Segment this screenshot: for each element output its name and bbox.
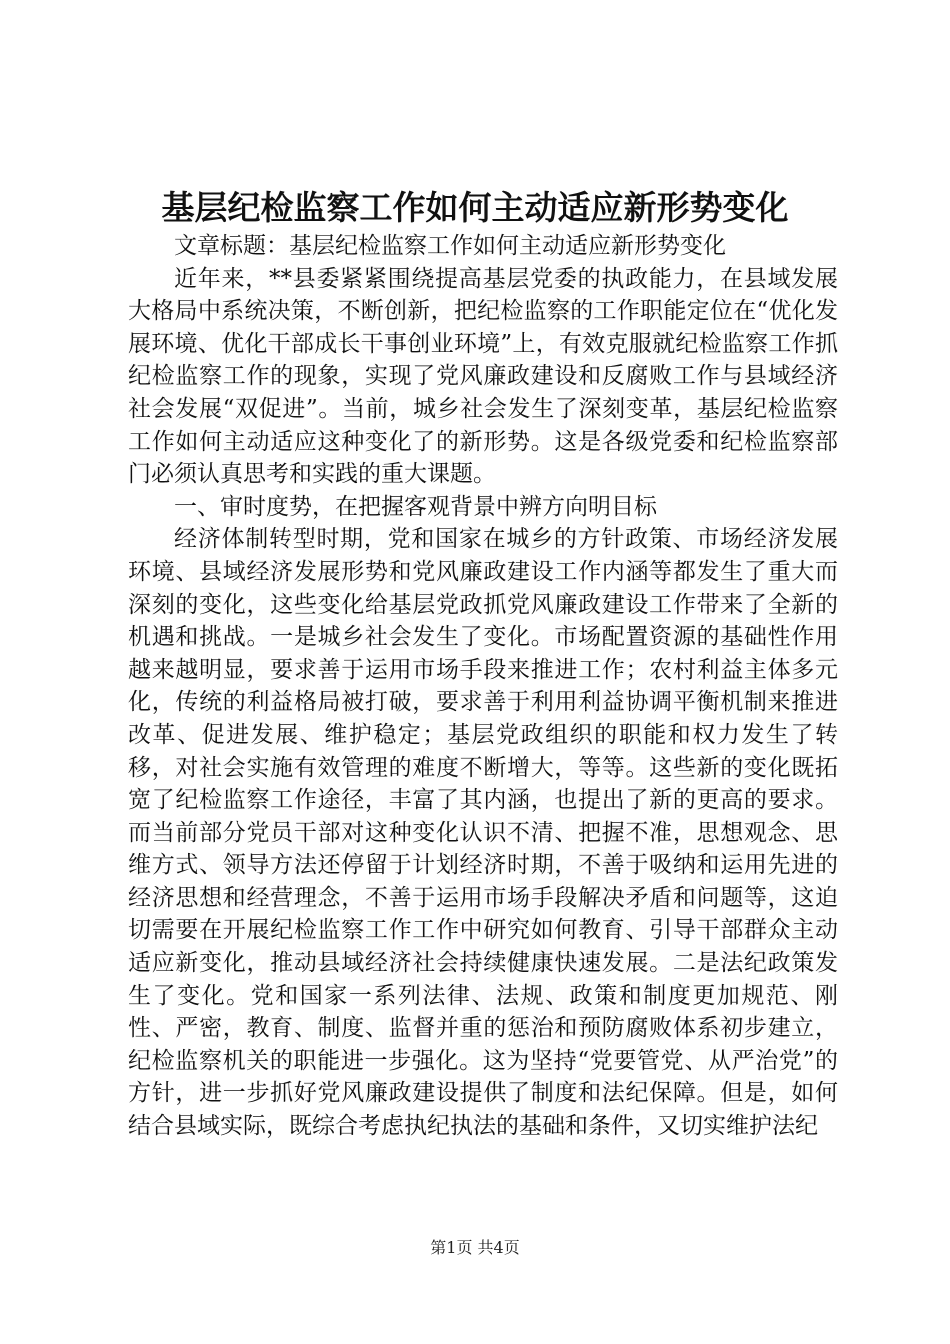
article-title-line: 文章标题：基层纪检监察工作如何主动适应新形势变化: [174, 233, 726, 259]
body-paragraph: 经济体制转型时期，党和国家在城乡的方针政策、市场经济发展环境、县域经济发展形势和党风廉政建设工作内涵等都发生了重大而深刻的变化，这些变化给基层党政抓党风廉政建设工作带来了全新的机遇和挑战。一是城乡社会发生了变化。市场配置资源的基础性作用越来越明显，要求善于运用市场手段来推进工作；农村利益主体多元化，传统的利益格局被打破，要求善于利用利益协调平衡机制来推进改革、促进发展、维护稳定；基层党政组织的职能和权力发生了转移，对社会实施有效管理的难度不断增大，等等。这些新的变化既拓宽了纪检监察工作途径，丰富了其内涵，也提出了新的更高的要求。而当前部分党员干部对这种变化认识不清、把握不准，思想观念、思维方式、领导方法还停留于计划经济时期，不善于吸纳和运用先进的经济思想和经营理念，不善于运用市场手段解决矛盾和问题等，这迫切需要在开展纪检监察工作工作中研究如何教育、引导干部群众主动适应新变化，推动县域经济社会持续健康快速发展。二是法纪政策发生了变化。党和国家一系列法律、法规、政策和制度更加规范、刚性、严密，教育、制度、监督并重的惩治和预防腐败体系初步建立，纪检监察机关的职能进一步强化。这为坚持“党要管党、从严治党”的方针，进一步抓好党风廉政建设提供了制度和法纪保障。但是，如何结合县域实际，既综合考虑执纪执法的基础和条件，又切实维护法纪: [128, 526, 838, 1140]
intro-paragraph: 近年来，**县委紧紧围绕提高基层党委的执政能力，在县域发展大格局中系统决策，不断创新，把纪检监察的工作职能定位在“优化发展环境、优化干部成长干事创业环境”上，有效克服就纪检监察工作抓纪检监察工作的现象，实现了党风廉政建设和反腐败工作与县域经济社会发展“双促进”。当前，城乡社会发生了深刻变革，基层纪检监察工作如何主动适应这种变化了的新形势。这是各级党委和纪检监察部门必须认真思考和实践的重大课题。: [128, 265, 838, 488]
document-title: 基层纪检监察工作如何主动适应新形势变化: [161, 188, 789, 227]
page-footer: 第1页 共4页: [430, 1238, 520, 1257]
section-heading: 一、审时度势，在把握客观背景中辨方向明目标: [174, 493, 657, 520]
document-body: [128, 230, 838, 1143]
